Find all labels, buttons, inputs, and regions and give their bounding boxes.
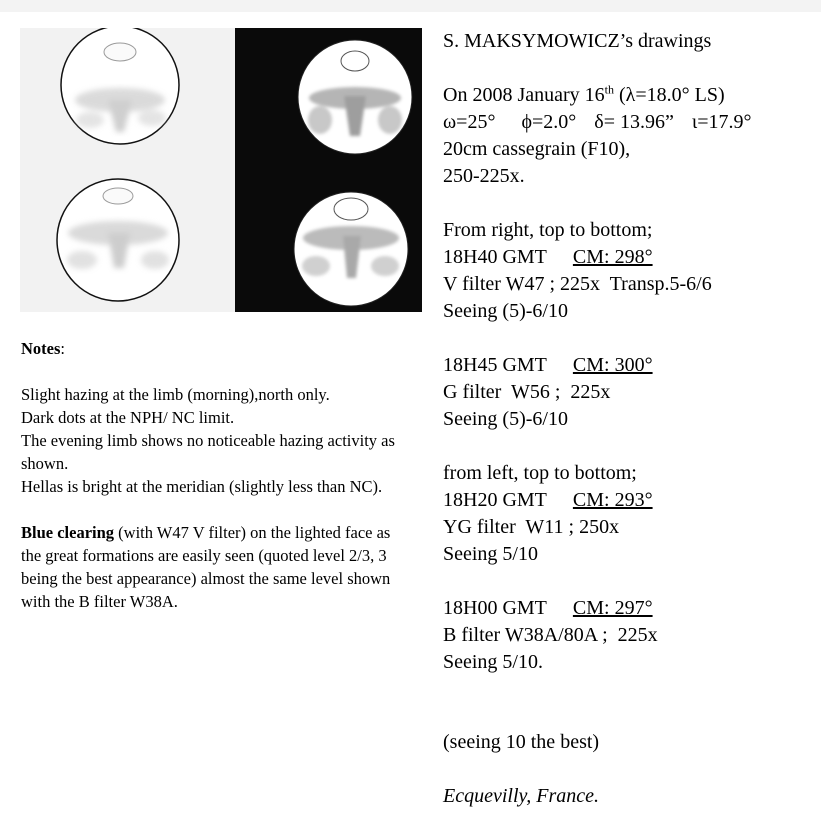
mars-drawings-panel	[20, 28, 422, 312]
notes-heading-text: Notes	[21, 339, 61, 358]
delta-value: δ= 13.96”	[594, 111, 674, 133]
right-heading: From right, top to bottom;	[443, 219, 653, 241]
observation-details	[443, 28, 815, 810]
drawing-top-right	[298, 40, 412, 154]
obs1-time: 18H40 GMT	[443, 246, 547, 268]
telescope-line: 20cm cassegrain (F10),	[443, 138, 631, 160]
phi-value: ϕ=2.0°	[521, 111, 577, 133]
left-heading: from left, top to bottom;	[443, 462, 637, 484]
obs1-seeing: Seeing (5)-6/10	[443, 300, 568, 322]
obs2-filter: G filter W56 ; 225x	[443, 381, 611, 403]
obs4-time-line	[443, 595, 815, 622]
mars-drawings-svg	[20, 28, 422, 312]
date-sup: th	[604, 82, 614, 97]
iota-value: ι=17.9°	[691, 111, 752, 133]
obs4-filter: B filter W38A/80A ; 225x	[443, 624, 658, 646]
notes-heading	[21, 337, 401, 360]
magnification-line: 250-225x.	[443, 165, 525, 187]
blue-clearing-text: (with W47 V filter) on the lighted face as the great formations are easily seen (quoted level 2/3, 3 being the best appearance) almost the same level shown with the B filter W38A.	[21, 523, 391, 611]
obs3-time: 18H20 GMT	[443, 489, 547, 511]
obs1-time-line	[443, 244, 815, 271]
note-line-3: The evening limb shows no noticeable hazing activity as shown.	[21, 431, 395, 473]
observation-location: Ecquevilly, France.	[443, 785, 600, 807]
obs4-cm: CM: 297°	[572, 597, 653, 619]
obs2-seeing: Seeing (5)-6/10	[443, 408, 568, 430]
drawing-top-left	[61, 28, 179, 144]
obs1-filter: V filter W47 ; 225x Transp.5-6/6	[443, 273, 712, 295]
obs3-cm: CM: 293°	[572, 489, 653, 511]
notes-section	[21, 337, 401, 613]
obs3-seeing: Seeing 5/10	[443, 543, 538, 565]
obs2-time: 18H45 GMT	[443, 354, 547, 376]
note-line-1: Slight hazing at the limb (morning),north only.	[21, 385, 330, 404]
obs2-time-line	[443, 352, 815, 379]
date-prefix: On 2008 January 16	[443, 84, 605, 106]
obs2-cm: CM: 300°	[572, 354, 653, 376]
note-line-4: Hellas is bright at the meridian (slightly less than NC).	[21, 477, 383, 496]
ephemeris-line	[443, 109, 815, 136]
observation-date	[443, 82, 815, 109]
seeing-scale-note: (seeing 10 the best)	[443, 731, 600, 753]
drawing-bottom-left	[57, 179, 179, 301]
obs4-time: 18H00 GMT	[443, 597, 547, 619]
page-title: S. MAKSYMOWICZ’s drawings	[443, 30, 712, 52]
notes-heading-colon: :	[60, 339, 65, 358]
blue-clearing-note	[21, 521, 401, 613]
obs1-cm: CM: 298°	[572, 246, 653, 268]
obs4-seeing: Seeing 5/10.	[443, 651, 543, 673]
obs3-filter: YG filter W11 ; 250x	[443, 516, 620, 538]
date-suffix: (λ=18.0° LS)	[613, 84, 725, 106]
drawing-bottom-right	[294, 192, 408, 306]
blue-clearing-bold: Blue clearing	[21, 523, 115, 542]
note-line-2: Dark dots at the NPH/ NC limit.	[21, 408, 235, 427]
obs3-time-line	[443, 487, 815, 514]
top-strip	[0, 0, 821, 12]
omega-value: ω=25°	[443, 111, 496, 133]
